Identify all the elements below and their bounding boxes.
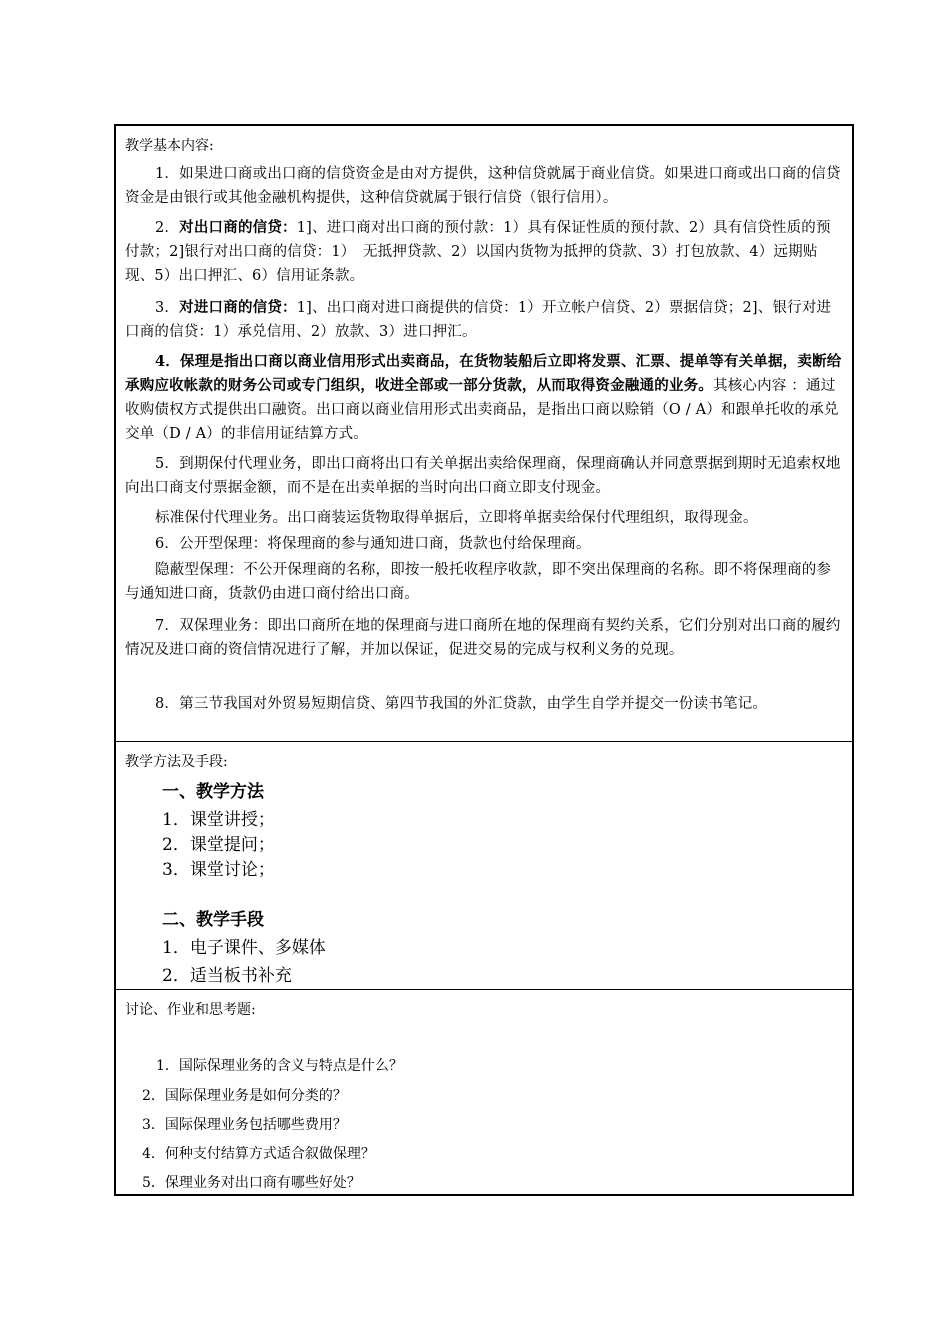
question-2: 2．国际保理业务是如何分类的？ (142, 1088, 347, 1104)
paragraph-5: 5．到期保付代理业务，即出口商将出口有关单据出卖给保理商，保理商确认并同意票据到期时无追索权地向出口商支付票据金额，而不是在出卖单据的当时向出口商立即支付现金。 (125, 456, 841, 496)
paragraph-4-title: 4．保理是指出口商以商业信用形式出卖商品，在货物装船后立即将发票、汇票、提单等有关单据，卖断给承购应收帐款的财务公司或专门组织，收进全部或一部分货款，从而取得资金融通的业务。 (125, 353, 842, 394)
question-3: 3．国际保理业务包括哪些费用？ (142, 1117, 347, 1133)
means-item-2: 2．适当板书补充 (162, 966, 292, 986)
paragraph-2 (125, 216, 845, 288)
content-table (114, 124, 854, 1196)
paragraph-3-number: 3． (155, 300, 180, 316)
paragraph-3 (125, 296, 845, 344)
section-heading: 教学基本内容: (125, 138, 214, 154)
means-item-1: 1．电子课件、多媒体 (162, 938, 326, 958)
question-4: 4．何种支付结算方式适合叙做保理？ (142, 1146, 375, 1162)
question-1: 1．国际保理业务的含义与特点是什么？ (156, 1058, 403, 1074)
paragraph-1: 1．如果进口商或出口商的信贷资金是由对方提供，这种信贷就属于商业信贷。如果进口商或出口商的信贷资金是由银行或其他金融机构提供，这种信贷就属于银行信贷（银行信用）。 (125, 166, 841, 206)
paragraph-8: 8．第三节我国对外贸易短期信贷、第四节我国的外汇贷款，由学生自学并提交一份读书笔记。 (155, 696, 768, 712)
teaching-method-section (116, 742, 852, 990)
method-item-2: 2．课堂提问； (162, 835, 275, 855)
paragraph-3-body: 1]、出口商对进口商提供的信贷：1）开立帐户信贷、2）票据信贷；2]、银行对进口商的信贷：1）承兑信用、2）放款、3）进口押汇。 (125, 300, 832, 340)
method-item-3: 3．课堂讨论； (162, 860, 275, 880)
section-heading: 讨论、作业和思考题: (125, 1002, 256, 1018)
section-heading: 教学方法及手段: (125, 754, 228, 770)
paragraph-7: 7．双保理业务：即出口商所在地的保理商与进口商所在地的保理商有契约关系，它们分别对出口商的履约情况及进口商的资信情况进行了解，并加以保证，促进交易的完成与权利义务的兑现。 (125, 618, 841, 658)
paragraph-6: 6．公开型保理：将保理商的参与通知进口商，货款也付给保理商。 (155, 536, 591, 552)
method-heading: 一、教学方法 (162, 782, 264, 802)
paragraph-4-body: 其核心内容 ：通过收购债权方式提供出口融资。出口商以商业信用形式出卖商品，是指出口商以赊销（O / A）和跟单托收的承兑交单（D / A）的非信用证结算方式。 (125, 378, 839, 442)
question-5: 5．保理业务对出口商有哪些好处？ (142, 1175, 361, 1191)
paragraph-2-title: 对出口商的信贷： (179, 219, 297, 236)
discussion-section (116, 990, 852, 1196)
basic-content-section (116, 126, 852, 742)
paragraph-6b: 隐蔽型保理：不公开保理商的名称，即按一般托收程序收款，即不突出保理商的名称。即不将保理商的参与通知进口商，货款仍由进口商付给出口商。 (125, 562, 832, 602)
paragraph-3-title: 对进口商的信贷： (179, 299, 297, 316)
paragraph-4 (125, 350, 845, 446)
paragraph-2-body: 1]、进口商对出口商的预付款：1）具有保证性质的预付款、2）具有信贷性质的预付款；2]银行对出口商的信贷：1） 无抵押贷款、2）以国内货物为抵押的贷款、3）打包放款、4）远期贴现、5）出口押汇、6）信用证条款。 (125, 220, 831, 284)
method-item-1: 1．课堂讲授； (162, 810, 275, 830)
paragraph-5b: 标准保付代理业务。出口商装运货物取得单据后，立即将单据卖给保付代理组织，取得现金。 (155, 510, 758, 526)
paragraph-2-number: 2． (155, 220, 180, 236)
means-heading: 二、教学手段 (162, 910, 264, 930)
